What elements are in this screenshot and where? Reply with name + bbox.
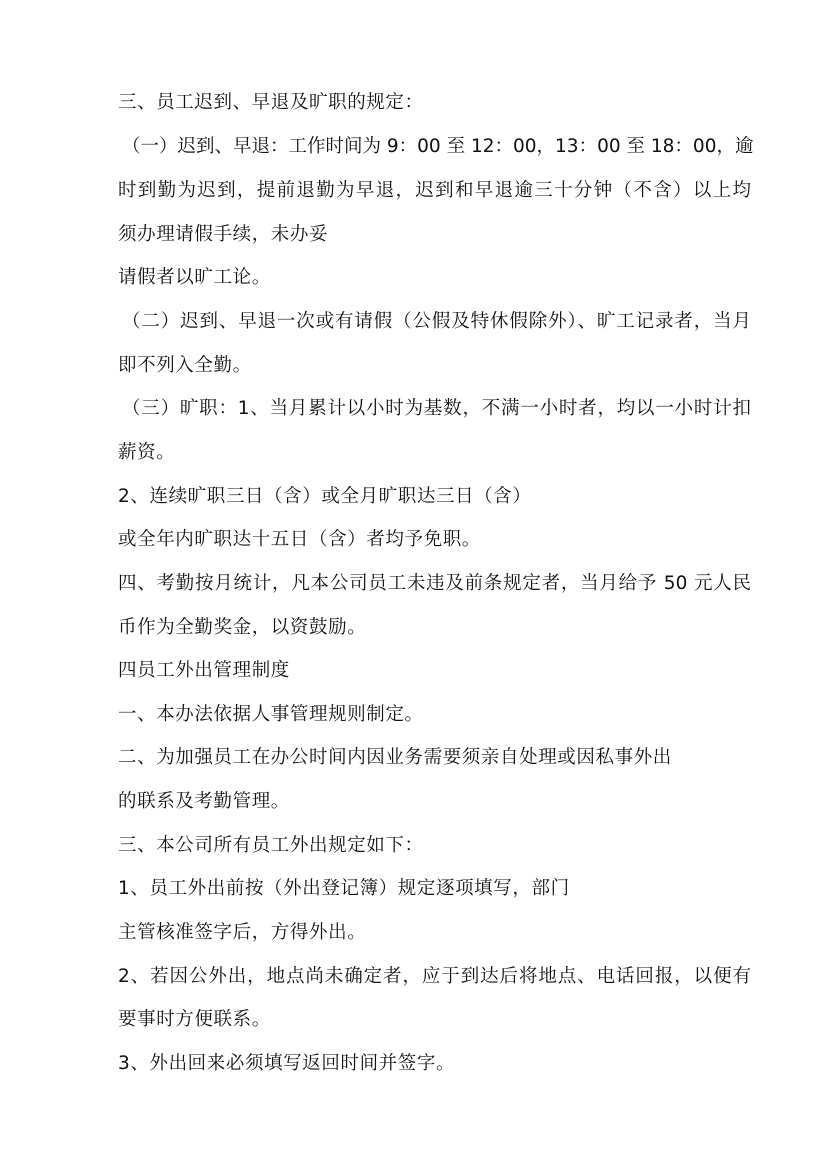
text-line: （二）迟到、早退一次或有请假（公假及特休假除外）、旷工记录者，当月 <box>122 311 751 332</box>
text-line: 或全年内旷职达十五日（含）者均予免职。 <box>118 529 481 550</box>
text-line: 三、本公司所有员工外出规定如下： <box>118 835 424 856</box>
text-line: 须办理请假手续，未办妥 <box>118 224 329 245</box>
text-line: 请假者以旷工论。 <box>118 267 271 288</box>
text-line: 币作为全勤奖金，以资鼓励。 <box>118 617 367 638</box>
text-line: 薪资。 <box>118 442 176 463</box>
text-line: 2、连续旷职三日（含）或全月旷职达三日（含） <box>118 486 532 507</box>
text-line: 四、考勤按月统计，凡本公司员工未违及前条规定者，当月给予 50 元人民 <box>118 573 751 594</box>
text-line: 二、为加强员工在办公时间内因业务需要须亲自处理或因私事外出 <box>118 747 672 768</box>
text-line: 即不列入全勤。 <box>118 355 252 376</box>
text-line: 一、本办法依据人事管理规则制定。 <box>118 704 424 725</box>
text-line: 3、外出回来必须填写返回时间并签字。 <box>118 1053 456 1074</box>
text-line: 要事时方便联系。 <box>118 1009 271 1030</box>
text-line: 主管核准签字后，方得外出。 <box>118 922 367 943</box>
text-line: 1、员工外出前按（外出登记簿）规定逐项填写，部门 <box>118 878 570 899</box>
text-line: 三、员工迟到、早退及旷职的规定： <box>118 92 424 113</box>
text-line: （一）迟到、早退：工作时间为 9：00 至 12：00，13：00 至 18：00，逾 <box>122 136 754 157</box>
text-line: 2、若因公外出，地点尚未确定者，应于到达后将地点、电话回报，以便有 <box>118 966 751 987</box>
text-line: （三）旷职：1、当月累计以小时为基数，不满一小时者，均以一小时计扣 <box>122 398 751 419</box>
text-line: 四员工外出管理制度 <box>118 660 290 681</box>
text-line: 时到勤为迟到，提前退勤为早退，迟到和早退逾三十分钟（不含）以上均 <box>118 180 751 201</box>
text-line: 的联系及考勤管理。 <box>118 791 290 812</box>
